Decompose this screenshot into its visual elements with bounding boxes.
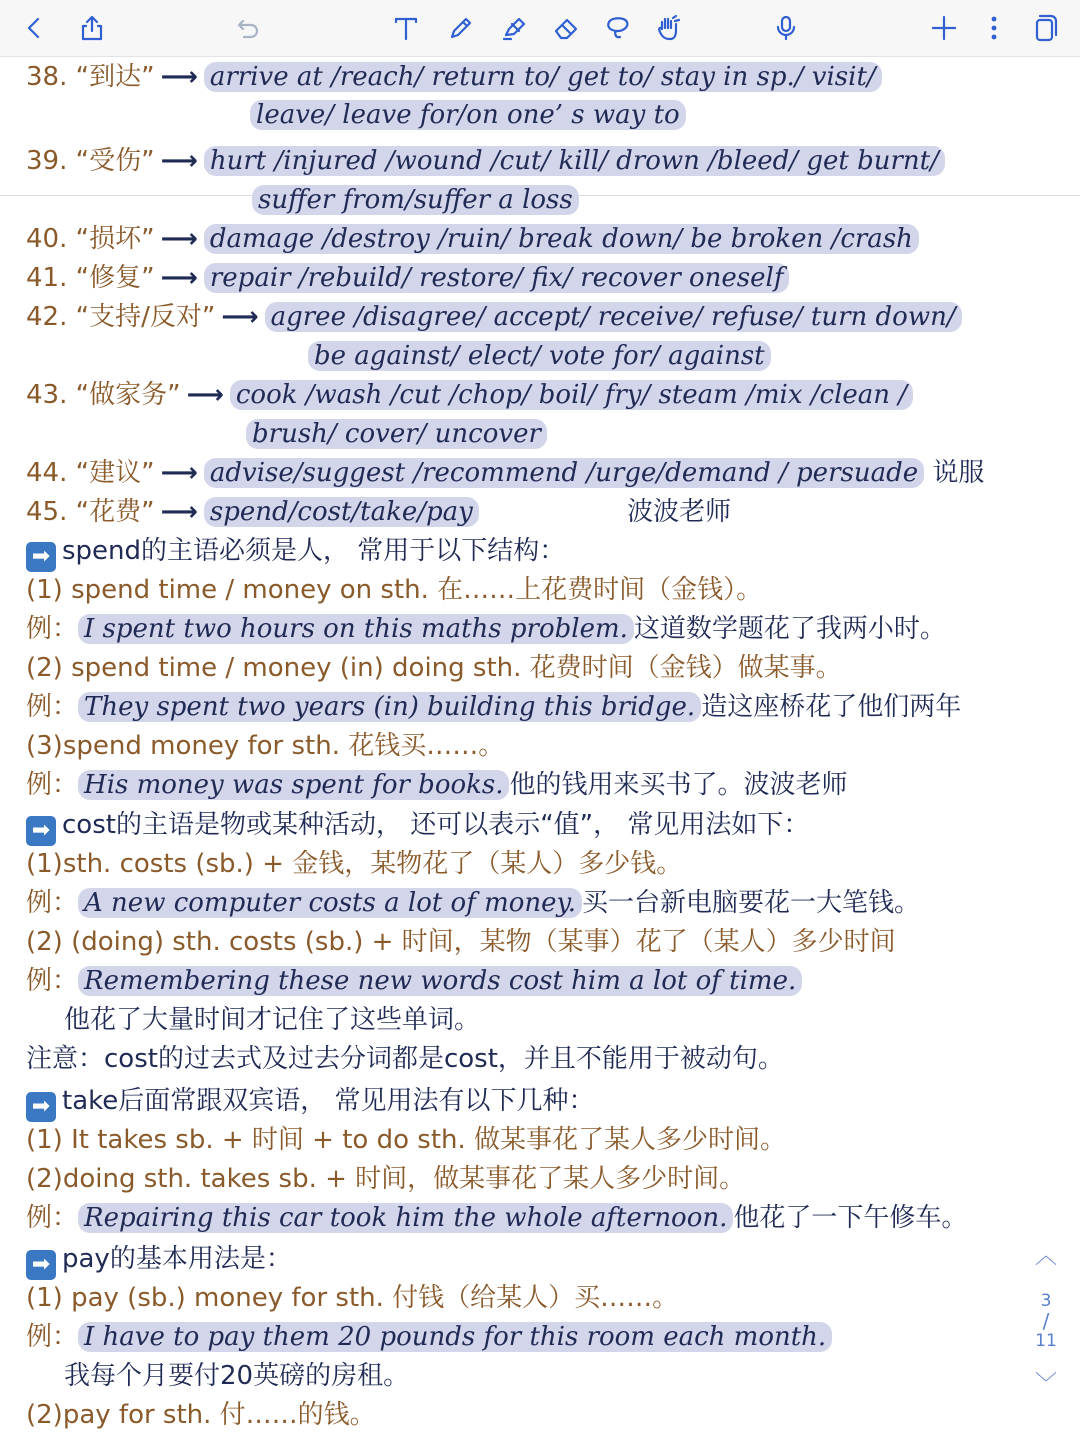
arrow-icon: ⟶ xyxy=(160,62,198,92)
usage-line xyxy=(26,924,896,962)
row-text: advise/suggest /recommend /urge/demand / persuade xyxy=(204,458,924,488)
example-line xyxy=(26,689,961,727)
row-text: repair /rebuild/ restore/ fix/ recover oneself xyxy=(204,263,790,293)
example-translation: 这道数学题花了我两小时。 xyxy=(633,614,946,644)
row-text: agree /disagree/ accept/ receive/ refuse/ turn down/ xyxy=(265,302,962,332)
arrow-callout-icon: ➡ xyxy=(26,816,56,846)
vocab-row-42-cont xyxy=(308,338,771,376)
pen-tool-icon[interactable] xyxy=(441,8,481,48)
vocab-row-38-cont xyxy=(250,97,686,135)
row-text: suffer from/suffer a loss xyxy=(252,185,579,215)
page-separator: / xyxy=(1042,1309,1050,1333)
section-heading-pay xyxy=(26,1241,292,1279)
page-indicator xyxy=(1026,1245,1066,1415)
usage-line xyxy=(26,1397,376,1435)
row-label: “修复” xyxy=(75,263,155,293)
vocab-row-39-cont xyxy=(252,182,579,220)
total-page-count: 11 xyxy=(1035,1331,1057,1351)
share-icon[interactable] xyxy=(72,8,112,48)
usage-text: (2)doing sth. takes sb. + 时间，做某事花了某人多少时间。 xyxy=(26,1164,746,1194)
example-translation: 造这座桥花了他们两年 xyxy=(701,692,962,722)
row-text: spend/cost/take/pay xyxy=(204,497,479,527)
row-text: damage /destroy /ruin/ break down/ be broken /crash xyxy=(204,224,919,254)
example-line xyxy=(26,885,920,923)
example-line xyxy=(26,767,848,805)
section-heading-spend xyxy=(26,533,565,571)
vocab-row-44 xyxy=(26,455,984,493)
example-label: 例： xyxy=(26,1203,79,1233)
vocab-row-39 xyxy=(26,143,945,181)
row-label: “受伤” xyxy=(75,146,155,176)
example-label: 例： xyxy=(26,888,79,918)
row-text: leave/ leave for/on one’ s way to xyxy=(250,100,686,130)
row-number: 45. xyxy=(26,497,68,527)
eraser-icon[interactable] xyxy=(546,8,586,48)
usage-text: (1)sth. costs (sb.) + 金钱，某物花了（某人）多少钱。 xyxy=(26,849,683,879)
usage-line xyxy=(26,846,682,884)
row-label: “做家务” xyxy=(75,380,181,410)
usage-text: (1) It takes sb. + 时间 + to do sth. 做某事花了某人多少时间。 xyxy=(26,1125,787,1155)
usage-line xyxy=(26,572,762,610)
row-label: “花费” xyxy=(75,497,155,527)
row-text: arrive at /reach/ return to/ get to/ stay in sp./ visit/ xyxy=(204,62,882,92)
example-translation: 买一台新电脑要花一大笔钱。 xyxy=(582,888,921,918)
section-heading-cost xyxy=(26,807,809,845)
example-text: I spent two hours on this maths problem. xyxy=(78,614,634,644)
vocab-row-43 xyxy=(26,377,913,415)
note-line xyxy=(26,1041,784,1079)
arrow-icon: ⟶ xyxy=(160,458,198,488)
example-translation-line xyxy=(64,1358,409,1396)
row-number: 44. xyxy=(26,458,68,488)
example-text: I have to pay them 20 pounds for this room each month. xyxy=(78,1322,832,1352)
arrow-icon: ⟶ xyxy=(160,497,198,527)
section-heading-take xyxy=(26,1083,595,1121)
usage-text: (3)spend money for sth. 花钱买……。 xyxy=(26,731,505,761)
back-icon[interactable] xyxy=(14,8,54,48)
row-label: “建议” xyxy=(75,458,155,488)
lasso-icon[interactable] xyxy=(598,8,638,48)
example-translation-line xyxy=(64,1002,480,1040)
example-label: 例： xyxy=(26,770,79,800)
usage-line xyxy=(26,1161,745,1199)
usage-line xyxy=(26,650,842,688)
example-translation: 他花了大量时间才记住了这些单词。 xyxy=(64,1005,481,1035)
example-line xyxy=(26,611,946,649)
usage-line xyxy=(26,1122,786,1160)
chevron-up-icon[interactable]: ︿ xyxy=(1034,1244,1057,1269)
example-line xyxy=(26,963,802,1001)
vocab-row-42 xyxy=(26,299,962,337)
row-label: “损坏” xyxy=(75,224,155,254)
row-text: cook /wash /cut /chop/ boil/ fry/ steam /mix /clean / xyxy=(230,380,913,410)
chevron-down-icon[interactable]: ﹀ xyxy=(1034,1372,1057,1397)
toolbar xyxy=(0,0,1080,57)
row-number: 38. xyxy=(26,62,68,92)
example-label: 例： xyxy=(26,966,79,996)
example-translation: 他花了一下午修车。 xyxy=(733,1203,968,1233)
row-number: 41. xyxy=(26,263,68,293)
row-number: 43. xyxy=(26,380,68,410)
text-tool-icon[interactable] xyxy=(386,8,426,48)
row-note: 说服 xyxy=(932,458,985,488)
arrow-icon: ⟶ xyxy=(160,224,198,254)
example-label: 例： xyxy=(26,692,79,722)
example-text: His money was spent for books. xyxy=(78,770,509,800)
microphone-icon[interactable] xyxy=(766,8,806,48)
heading-text: pay的基本用法是： xyxy=(62,1244,292,1274)
example-text: A new computer costs a lot of money. xyxy=(78,888,582,918)
heading-text: spend的主语必须是人， 常用于以下结构： xyxy=(62,536,566,566)
hand-tool-icon[interactable] xyxy=(648,8,688,48)
example-text: Remembering these new words cost him a lot of time. xyxy=(78,966,802,996)
row-label: “到达” xyxy=(75,62,155,92)
row-number: 40. xyxy=(26,224,68,254)
arrow-icon: ⟶ xyxy=(221,302,259,332)
example-line xyxy=(26,1200,967,1238)
example-label: 例： xyxy=(26,1322,79,1352)
usage-line xyxy=(26,1280,678,1318)
row-text: be against/ elect/ vote for/ against xyxy=(308,341,771,371)
usage-text: (2) (doing) sth. costs (sb.) + 时间，某物（某事）花了（某人）多少时间 xyxy=(26,927,896,957)
arrow-icon: ⟶ xyxy=(160,146,198,176)
current-page-number: 3 xyxy=(1040,1291,1052,1311)
example-label: 例： xyxy=(26,614,79,644)
heading-text: take后面常跟双宾语， 常见用法有以下几种： xyxy=(62,1086,595,1116)
example-text: They spent two years (in) building this bridge. xyxy=(78,692,701,722)
arrow-callout-icon: ➡ xyxy=(26,1092,56,1122)
vocab-row-45 xyxy=(26,494,731,532)
row-number: 39. xyxy=(26,146,68,176)
arrow-callout-icon: ➡ xyxy=(26,1250,56,1280)
example-text: Repairing this car took him the whole afternoon. xyxy=(78,1203,733,1233)
vocab-row-40 xyxy=(26,221,919,259)
usage-line xyxy=(26,728,504,766)
note-page[interactable] xyxy=(0,57,1080,1440)
example-line xyxy=(26,1319,832,1357)
arrow-icon: ⟶ xyxy=(186,380,224,410)
row-text: hurt /injured /wound /cut/ kill/ drown /bleed/ get burnt/ xyxy=(204,146,945,176)
vocab-row-41 xyxy=(26,260,789,298)
more-options-icon[interactable] xyxy=(974,8,1014,48)
example-translation: 我每个月要付20英磅的房租。 xyxy=(64,1361,410,1391)
heading-text: cost的主语是物或某种活动， 还可以表示“值”， 常见用法如下： xyxy=(62,810,810,840)
arrow-icon: ⟶ xyxy=(160,263,198,293)
row-label: “支持/反对” xyxy=(75,302,216,332)
arrow-callout-icon: ➡ xyxy=(26,542,56,572)
highlighter-icon[interactable] xyxy=(494,8,534,48)
author-signature: 波波老师 xyxy=(627,497,732,527)
example-translation: 他的钱用来买书了。波波老师 xyxy=(509,770,848,800)
add-page-icon[interactable] xyxy=(924,8,964,48)
usage-text: (2)pay for sth. 付……的钱。 xyxy=(26,1400,376,1430)
vocab-row-38 xyxy=(26,59,882,97)
usage-text: (2) spend time / money (in) doing sth. 花费时间（金钱）做某事。 xyxy=(26,653,842,683)
row-number: 42. xyxy=(26,302,68,332)
pages-icon[interactable] xyxy=(1024,8,1064,48)
usage-text: (1) spend time / money on sth. 在……上花费时间（金钱）。 xyxy=(26,575,763,605)
usage-text: (1) pay (sb.) money for sth. 付钱（给某人）买……。 xyxy=(26,1283,679,1313)
row-text: brush/ cover/ uncover xyxy=(246,419,547,449)
undo-icon[interactable] xyxy=(228,8,268,48)
note-text: 注意：cost的过去式及过去分词都是cost，并且不能用于被动句。 xyxy=(26,1044,784,1074)
vocab-row-43-cont xyxy=(246,416,547,454)
